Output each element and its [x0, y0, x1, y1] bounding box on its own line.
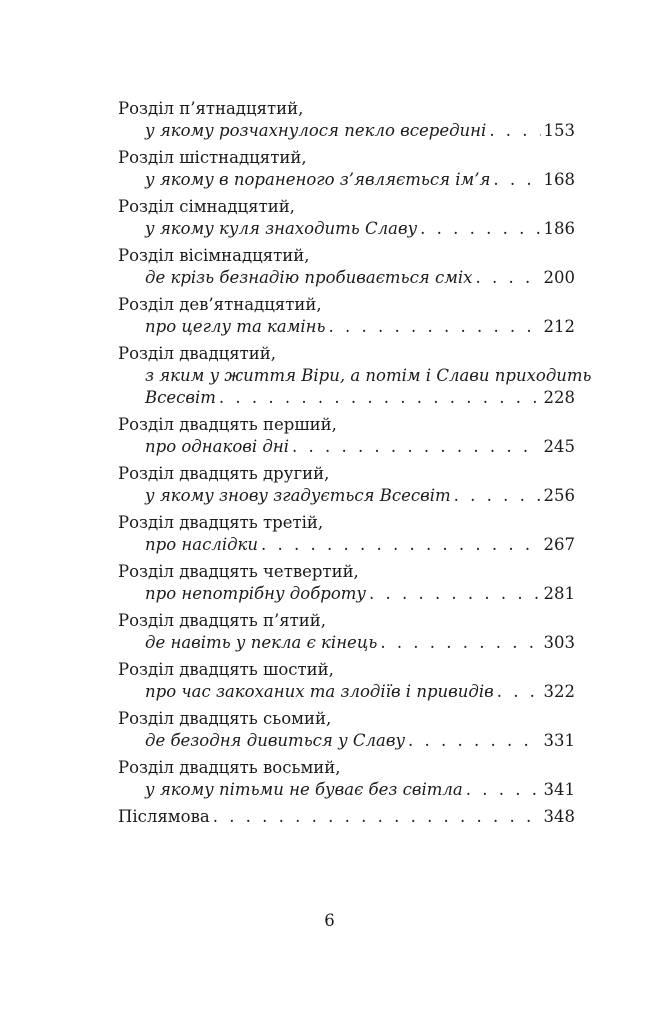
dot-leader: [466, 779, 541, 801]
page-ref: 168: [543, 170, 575, 189]
chapter-subtitle: про час закоханих та злодіїв і привидів: [145, 682, 494, 701]
chapter-title: Розділ двадцятий,: [118, 344, 277, 363]
toc-entry: [118, 414, 575, 458]
page-ref: 228: [543, 388, 575, 407]
chapter-subtitle: про наслідки: [145, 535, 259, 554]
toc-entry: [118, 561, 575, 605]
dot-leader: [261, 534, 540, 556]
page-ref: 200: [543, 268, 575, 287]
toc-entry: [118, 245, 575, 289]
chapter-title: Розділ вісімнадцятий,: [118, 246, 310, 265]
page-ref: 303: [543, 633, 575, 652]
dot-leader: [213, 806, 541, 828]
toc-entry: [118, 659, 575, 703]
toc-entry: [118, 147, 575, 191]
page-ref: 245: [543, 437, 575, 456]
toc-entry: [118, 708, 575, 752]
chapter-subtitle-line: [118, 583, 575, 605]
dot-leader: [420, 218, 540, 240]
chapter-subtitle: у якому знову згадується Всесвіт: [145, 486, 451, 505]
chapter-subtitle-line: [118, 218, 575, 240]
toc-entry: [118, 512, 575, 556]
page-ref: 331: [543, 731, 575, 750]
chapter-subtitle-line: [118, 730, 575, 752]
chapter-subtitle: де навіть у пекла є кінець: [145, 633, 378, 652]
toc-entry: [118, 463, 575, 507]
page-ref: 322: [543, 682, 575, 701]
chapter-title: Розділ двадцять п’ятий,: [118, 611, 327, 630]
page-number: 6: [324, 911, 335, 930]
toc-entry: [118, 343, 592, 409]
chapter-title: Розділ двадцять перший,: [118, 415, 337, 434]
chapter-subtitle-line: [118, 267, 575, 289]
toc-entry-afterword: [118, 806, 575, 828]
chapter-subtitle: у якому в пораненого з’являється ім’я: [145, 170, 491, 189]
toc-entry: [118, 98, 575, 142]
chapter-title: Розділ двадцять четвертий,: [118, 562, 359, 581]
chapter-subtitle-line: [118, 632, 575, 654]
chapter-title: Розділ дев’ятнадцятий,: [118, 295, 322, 314]
chapter-subtitle: де безодня дивиться у Славу: [145, 731, 406, 750]
chapter-subtitle-first-line: з яким у життя Віри, а потім і Слави приходить: [145, 366, 592, 385]
chapter-title: Розділ двадцять третій,: [118, 513, 324, 532]
chapter-title: Розділ двадцять шостий,: [118, 660, 334, 679]
chapter-subtitle-line: [118, 387, 575, 409]
chapter-title: Розділ двадцять другий,: [118, 464, 330, 483]
dot-leader: [493, 169, 540, 191]
dot-leader: [489, 120, 540, 142]
dot-leader: [497, 681, 541, 703]
chapter-subtitle-line: [118, 779, 575, 801]
chapter-subtitle: у якому розчахнулося пекло всередині: [145, 121, 487, 140]
dot-leader: [454, 485, 541, 507]
afterword-title: Післямова: [118, 807, 210, 826]
chapter-subtitle-line: [118, 169, 575, 191]
chapter-subtitle: про цеглу та камінь: [145, 317, 326, 336]
chapter-subtitle: про непотрібну доброту: [145, 584, 366, 603]
page-ref: 341: [543, 780, 575, 799]
chapter-title: Розділ двадцять восьмий,: [118, 758, 341, 777]
chapter-subtitle-line: [118, 316, 575, 338]
chapter-title: Розділ п’ятнадцятий,: [118, 99, 304, 118]
chapter-subtitle: у якому пітьми не буває без світла: [145, 780, 463, 799]
chapter-subtitle: у якому куля знаходить Славу: [145, 219, 418, 238]
page-ref: 348: [543, 807, 575, 826]
dot-leader: [219, 387, 541, 409]
dot-leader: [380, 632, 540, 654]
page-ref: 153: [543, 121, 575, 140]
page-ref: 186: [543, 219, 575, 238]
chapter-subtitle: де крізь безнадію пробивається сміх: [145, 268, 473, 287]
page-ref: 267: [543, 535, 575, 554]
chapter-subtitle-line: [118, 681, 575, 703]
toc-entry: [118, 757, 575, 801]
toc-entry: [118, 294, 575, 338]
chapter-subtitle-line: [118, 534, 575, 556]
dot-leader: [292, 436, 541, 458]
dot-leader: [408, 730, 540, 752]
dot-leader: [329, 316, 541, 338]
chapter-subtitle: Всесвіт: [145, 388, 216, 407]
chapter-title: Розділ сімнадцятий,: [118, 197, 295, 216]
toc-entry: [118, 610, 575, 654]
page-ref: 281: [543, 584, 575, 603]
page-ref: 256: [543, 486, 575, 505]
chapter-subtitle-line: [118, 120, 575, 142]
table-of-contents: [118, 98, 592, 833]
chapter-subtitle-line: [118, 436, 575, 458]
chapter-subtitle: про однакові дні: [145, 437, 289, 456]
chapter-title: Розділ шістнадцятий,: [118, 148, 307, 167]
chapter-subtitle-line: [118, 485, 575, 507]
dot-leader: [475, 267, 540, 289]
toc-entry: [118, 196, 575, 240]
page-ref: 212: [543, 317, 575, 336]
chapter-title: Розділ двадцять сьомий,: [118, 709, 332, 728]
dot-leader: [369, 583, 541, 605]
